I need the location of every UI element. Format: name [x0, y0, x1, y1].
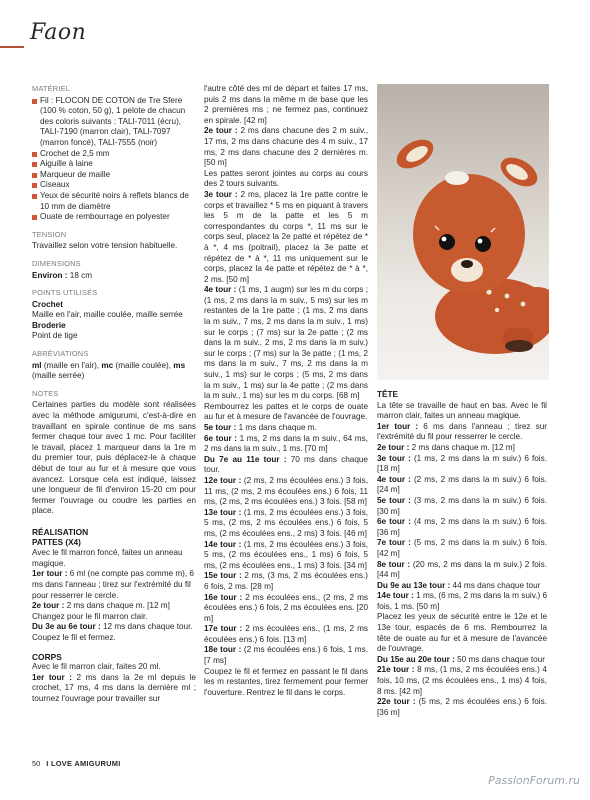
tete-round: 5e tour : (3 ms, 2 ms dans la m suiv.) 6 fois. [30 m]	[377, 495, 547, 516]
tete-round: 3e tour : (1 ms, 2 ms dans la m suiv.) 6 fois. [18 m]	[377, 453, 547, 474]
page-number: 50	[32, 759, 41, 768]
corps-close: Coupez le fil et fermez en passant le fil dans les m restantes, tirez fermement pour fermer l'ouverture. Rentrez le fil dans le corps.	[204, 666, 368, 697]
tete-eyes-note: Placez les yeux de sécurité entre le 12e et le 13e tour, espacés de 6 ms. Rembourrez la tête de ouate au fur et à mesure de l'avancée de l'ouvrage.	[377, 612, 547, 654]
corps-round: 18e tour : (2 ms écoulées ens.) 6 fois, 1 ms. [7 ms]	[204, 645, 368, 666]
materiel-label: MATÉRIEL	[32, 84, 71, 93]
corps-round: 6e tour : 1 ms, 2 ms dans la m suiv., 64 ms, 2 ms dans la m suiv., 1 ms. [70 m]	[204, 433, 368, 454]
corps-round: 2e tour : 2 ms dans chacune des 2 m suiv., 17 ms, 2 ms dans chacune des 4 m suiv., 17 ms, 2 ms dans chacune des 2 dernières m. [50 m]	[204, 126, 368, 168]
materiel-item: Yeux de sécurité noirs à reflets blancs de 10 mm de diamètre	[32, 191, 196, 212]
pattes-round: 1er tour : 6 ml (ne compte pas comme m), 6 ms dans l'anneau ; tirez sur l'extrémité du fil pour resserrer le cercle.	[32, 569, 194, 600]
watermark: PassionForum.ru	[488, 774, 580, 787]
crochet-heading: Crochet	[32, 299, 63, 309]
tete-round: 21e tour : 8 ms, (1 ms, 2 ms écoulées ens.) 4 fois, 10 ms, (2 ms écoulées ens., 1 ms) 4 fois, 8 ms. [42 m]	[377, 665, 547, 696]
corps-round: 17e tour : 2 ms écoulées ens., (1 ms, 2 ms écoulées ens.) 6 fois. [13 m]	[204, 624, 368, 644]
notes-text: Certaines parties du modèle sont réalisées avec la méthode amigurumi, c'est-à-dire en travaillant en spirale continue de ms sans fermer chaque tour avec 1 mc. Pour faciliter le travail, placez 1 marqueur dans la 1re m du premier tour, puis déplacez-le à chaque début de tour au fur et à mesure que vous avancez. Lorsque cela est indiqué, laissez une longueur de fil d'environ 15-20 cm pour fermer l'ouvrage ou coudre les parties en place.	[32, 400, 196, 516]
tete-intro: La tête se travaille de haut en bas. Avec le fil marron clair, faites un anneau magique.	[377, 400, 547, 421]
tete-round: 6e tour : (4 ms, 2 ms dans la m suiv.) 6 fois. [36 m]	[377, 517, 547, 537]
materiel-item: Ciseaux	[32, 180, 196, 191]
tete-round: 22e tour : (5 ms, 2 ms écoulées ens.) 6 fois. [36 m]	[377, 697, 547, 717]
corps-round: 15e tour : 2 ms, (3 ms, 2 ms écoulées ens.) 6 fois, 2 ms. [28 m]	[204, 571, 368, 591]
materiel-item: Marqueur de maille	[32, 170, 196, 181]
tete-round: Du 9e au 13e tour : 44 ms dans chaque tour	[377, 580, 541, 590]
corps-intro: Avec le fil marron clair, faites 20 ml.	[32, 662, 161, 672]
abbreviations-text: ml (maille en l'air), mc (maille coulée), ms (maille serrée)	[32, 360, 186, 381]
corps-round: Du 7e au 11e tour : 70 ms dans chaque tour.	[204, 454, 368, 475]
tete-heading: TÊTE	[377, 390, 398, 399]
tete-round: 7e tour : (5 ms, 2 ms dans la m suiv.) 6 fois. [42 m]	[377, 538, 547, 558]
pattes-change: Changez pour le fil marron clair.	[32, 611, 148, 621]
points-label: POINTS UTILISÉS	[32, 288, 98, 298]
corps-round: 5e tour : 1 ms dans chaque m.	[204, 423, 317, 432]
crochet-text: Maille en l'air, maille coulée, maille serrée	[32, 310, 183, 320]
broderie-heading: Broderie	[32, 320, 66, 330]
notes-label: NOTES	[32, 388, 59, 398]
dimensions-label: DIMENSIONS	[32, 258, 81, 268]
corps-continued: l'autre côté des ml de départ et faites 17 ms, puis 2 ms dans la même m de base que les 2 premières ms ; ne fermez pas, continuez en spirale. [42 m]	[204, 84, 368, 125]
column-1	[32, 84, 196, 704]
corps-note: Les pattes seront jointes au corps au cours des 2 tours suivants.	[204, 168, 368, 189]
corps-round: 14e tour : (1 ms, 2 ms écoulées ens.) 3 fois, 5 ms, (2 ms écoulées ens., 1 ms) 6 fois, 5 ms, (2 ms écoulées ens., 1 ms) 3 fois. [34 m]	[204, 539, 368, 570]
pattes-heading: PATTES (X4)	[32, 537, 81, 547]
corps-heading: CORPS	[32, 651, 62, 662]
magazine-name: I LOVE AMIGURUMI	[46, 759, 121, 768]
page-title: Faon	[30, 20, 87, 45]
page-footer	[32, 759, 121, 770]
realisation-heading: RÉALISATION	[32, 526, 89, 537]
pattes-round: Du 3e au 6e tour : 12 ms dans chaque tour. Coupez le fil et fermez.	[32, 622, 193, 642]
tete-round: Du 15e au 20e tour : 50 ms dans chaque tour	[377, 654, 545, 664]
corps-round: 16e tour : 2 ms écoulées ens., (2 ms, 2 ms écoulées ens.) 6 fois, 2 ms écoulées ens. [20 m]	[204, 592, 368, 623]
tete-round: 4e tour : (2 ms, 2 ms dans la m suiv.) 6 fois. [24 m]	[377, 474, 547, 495]
tete-round: 2e tour : 2 ms dans chaque m. [12 m]	[377, 442, 515, 452]
dimensions-text: Environ : 18 cm	[32, 270, 93, 280]
materiel-item: Crochet de 2,5 mm	[32, 149, 196, 160]
corps-round: 3e tour : 2 ms, placez la 1re patte contre le corps et travaillez * 5 ms en piquant à travers les 5 m de la patte et les 5 m correspondantes du corps *, 11 ms sur le corps seul, placez la 2e patte et répétez de * à *, 4 ms (poitrail), placez la 3e patte et répétez de * à *, 11 ms uniquement sur le corps, placez la 4e patte et répétez de * à *, 2 ms. [50 m]	[204, 189, 368, 284]
corps-note: Rembourrez les pattes et le corps de ouate au fur et à mesure de l'avancée de l'ouvrage.	[204, 401, 368, 422]
corps-round: 12e tour : (2 ms, 2 ms écoulées ens.) 3 fois, 11 ms, (2 ms, 2 ms écoulées ens.) 6 fois, 11 ms, (2 ms, 2 ms écoulées ens.) 3 fois. [58 m]	[204, 475, 368, 507]
tension-label: TENSION	[32, 229, 67, 239]
broderie-text: Point de tige	[32, 331, 78, 341]
corps-round: 4e tour : (1 ms, 1 augm) sur les m du corps ; (1 ms, 2 ms dans la m suiv., 5 ms) sur les m restantes de la 1re patte ; (1 ms, 2 ms dans la m suiv., 7 ms, 2 ms dans la m suiv., 1 ms) sur le corps ; (7 ms) sur la 2e patte ; (2 ms dans la m suiv., 2 ms, 2 ms dans la m suiv.) sur le corps ; (7 ms) sur la 3e patte ; (1 ms, 2 ms dans la m suiv., 7 ms, 2 ms dans la m suiv., 1 ms) sur le corps ; (5 ms, 2 ms dans la m suiv., 1 ms) sur la 4e patte ; (2 ms dans la m suiv., 1 ms) sur les m du corps. [68 m]	[204, 285, 368, 401]
title-accent-bar	[0, 46, 24, 48]
tete-round: 1er tour : 6 ms dans l'anneau ; tirez sur l'extrémité du fil pour resserrer le cercle.	[377, 421, 547, 442]
fawn-photo	[377, 84, 549, 380]
abbreviations-label: ABRÉVIATIONS	[32, 349, 89, 359]
column-2	[204, 84, 368, 698]
corps-round: 1er tour : 2 ms dans la 2e ml depuis le crochet, 17 ms, 4 ms dans la dernière ml ; tournez l'ouvrage pour travailler sur	[32, 672, 196, 703]
tete-round: 8e tour : (20 ms, 2 ms dans la m suiv.) 2 fois. [44 m]	[377, 559, 547, 580]
pattes-round: 2e tour : 2 ms dans chaque m. [12 m]	[32, 601, 170, 611]
corps-round: 13e tour : (1 ms, 2 ms écoulées ens.) 3 fois, 5 ms, (2 ms, 2 ms écoulées ens.) 6 fois, 5 ms, (2 ms écoulées ens., 2 ms) 3 fois. [46 m]	[204, 507, 368, 538]
column-3	[377, 390, 547, 718]
tension-text: Travaillez selon votre tension habituelle.	[32, 241, 178, 251]
tete-round: 14e tour : 1 ms, (6 ms, 2 ms dans la m suiv.) 6 fois, 1 ms. [50 m]	[377, 591, 548, 611]
fawn-illustration	[377, 84, 549, 380]
materiel-item: Aiguille à laine	[32, 159, 196, 170]
materiel-item: Fil : FLOCON DE COTON de Tre Sfere (100 % coton, 50 g), 1 pelote de chacun des coloris suivants : TALI-7011 (écru), TALI-7190 (marron clair), TALI-7097 (marron foncé), TALI-7555 (noir)	[32, 96, 196, 149]
pattes-intro: Avec le fil marron foncé, faites un anneau magique.	[32, 548, 183, 568]
materiel-item: Ouate de rembourrage en polyester	[32, 212, 196, 223]
